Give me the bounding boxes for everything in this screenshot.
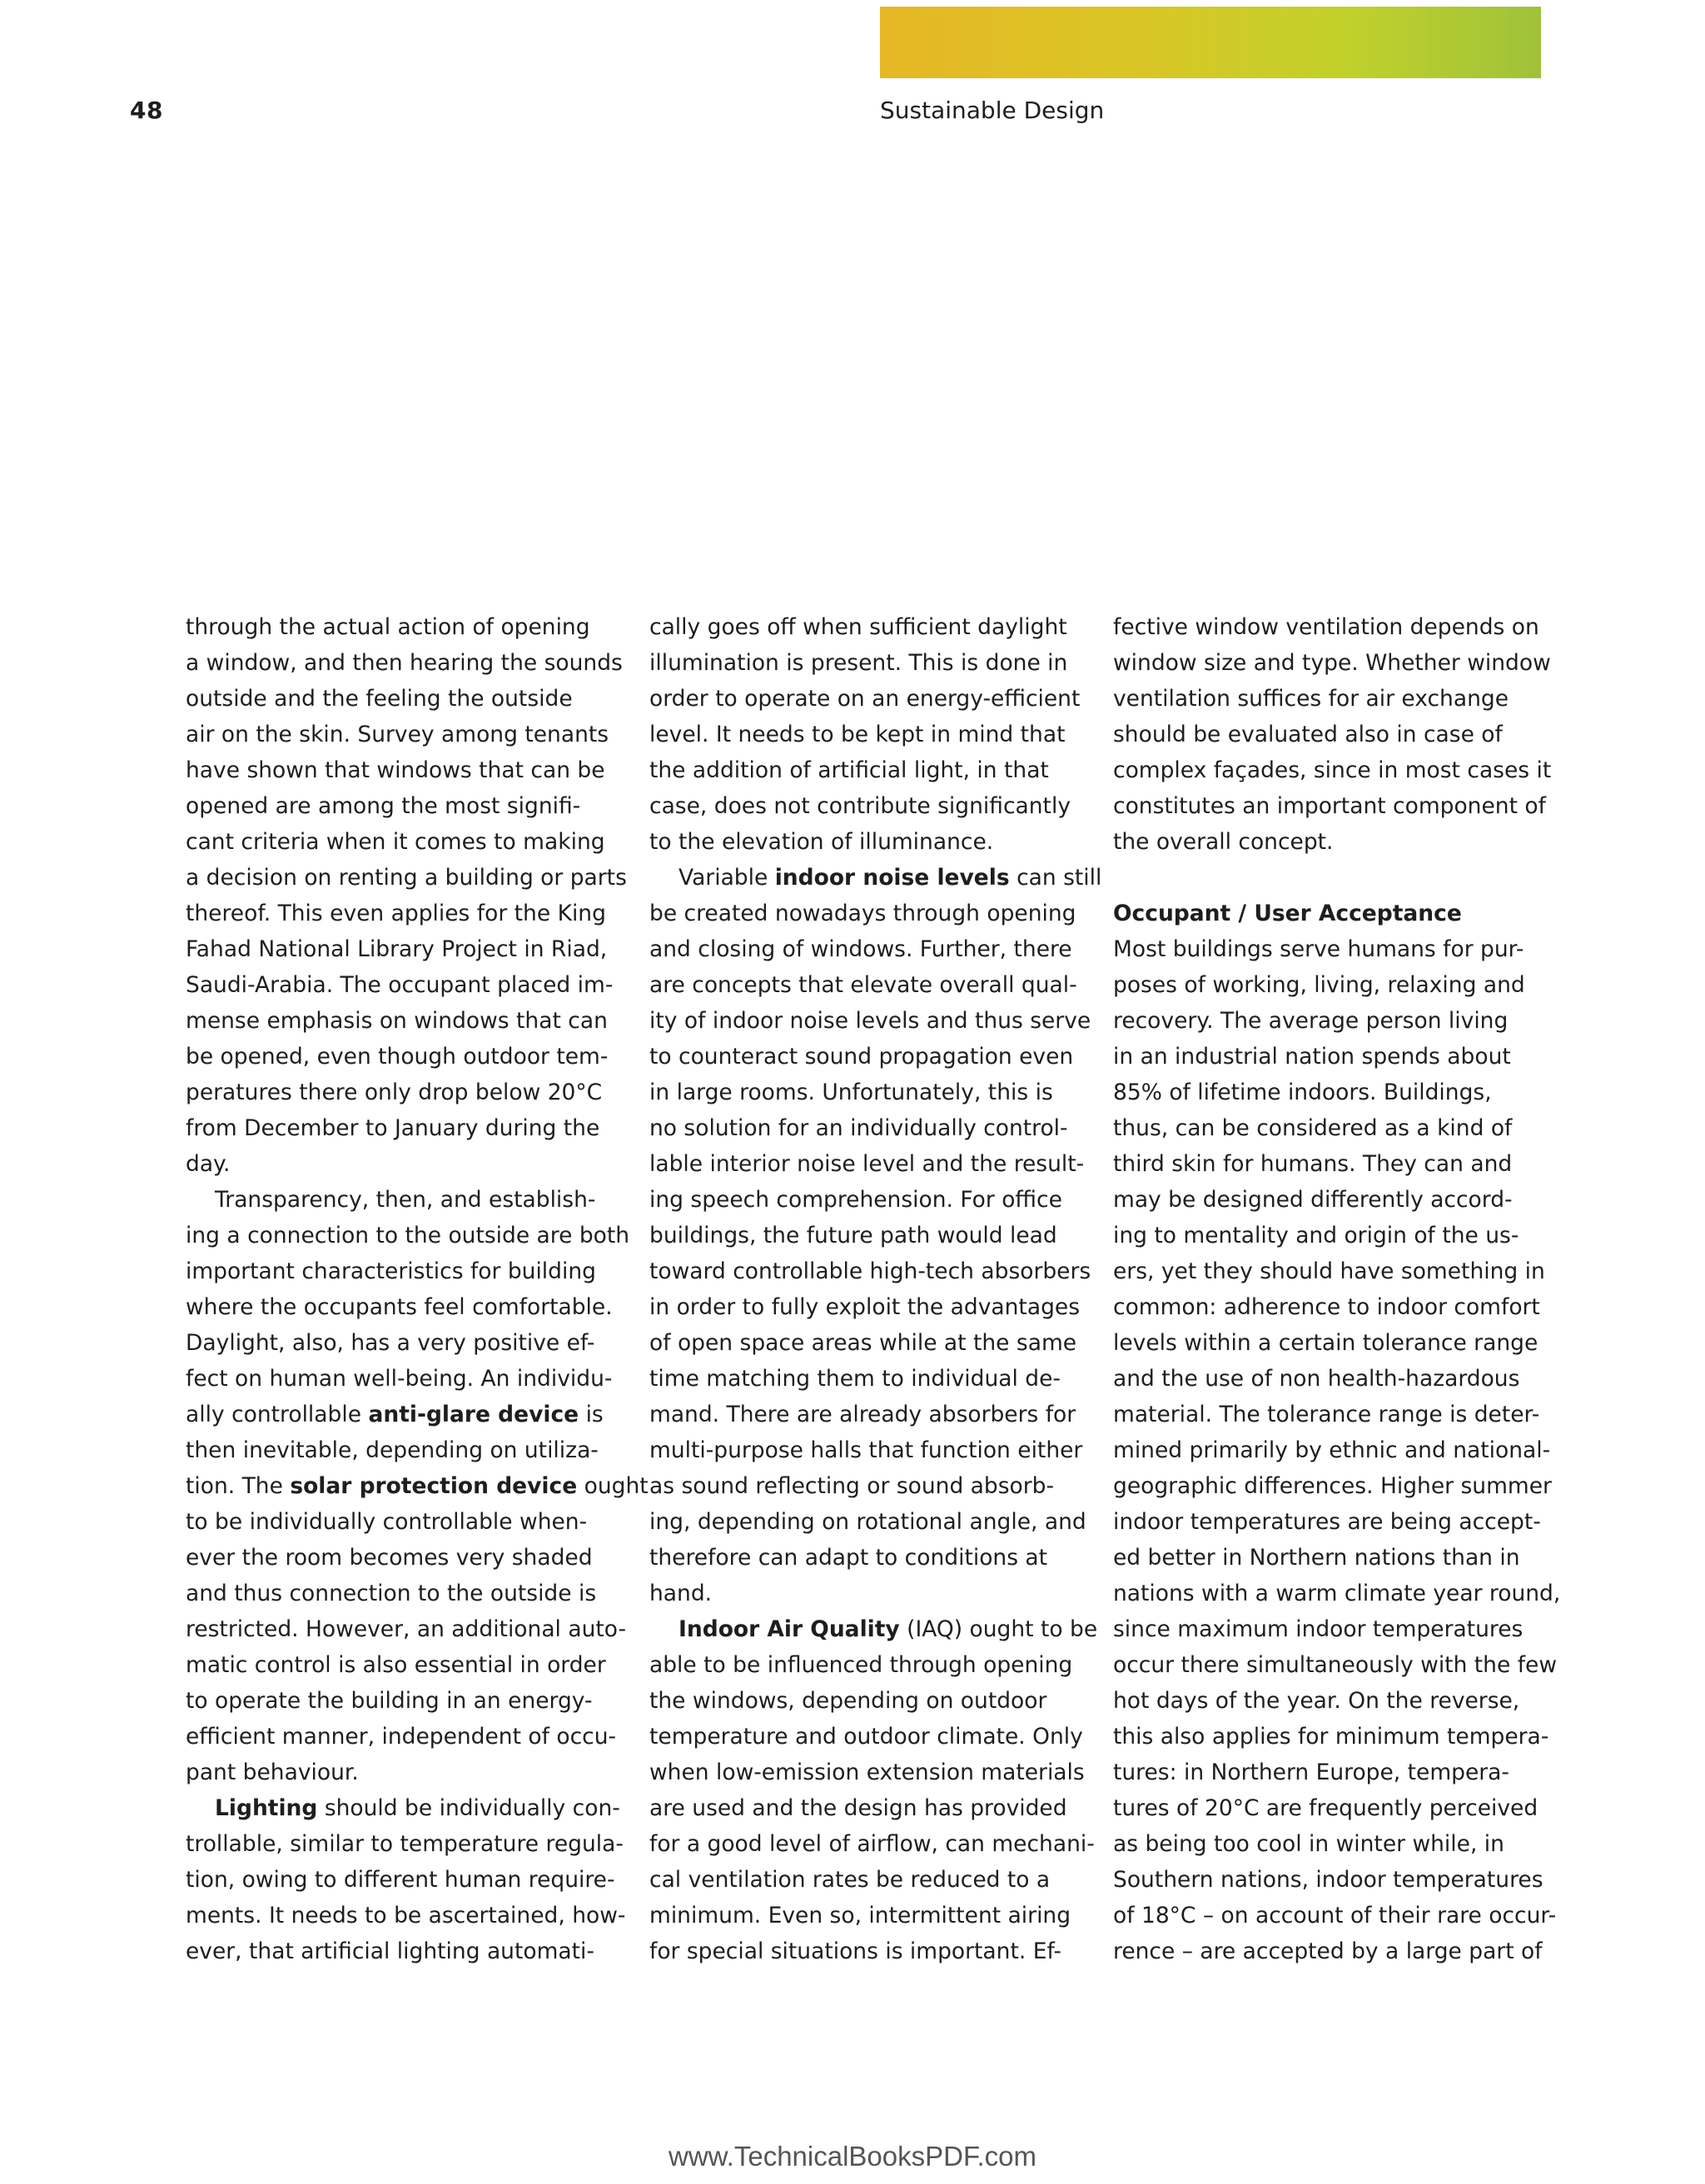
text-line: where the occupants feel comfortable.: [186, 1294, 613, 1320]
text-line: should be evaluated also in case of: [1113, 722, 1503, 747]
text-line: the windows, depending on outdoor: [649, 1688, 1047, 1714]
text-line: in order to fully exploit the advantages: [649, 1294, 1080, 1320]
text-line: cally goes off when sufficient daylight: [649, 614, 1067, 640]
text-line: minimum. Even so, intermittent airing: [649, 1903, 1071, 1928]
text-line: indoor temperatures are being accept-: [1113, 1509, 1541, 1535]
text-line: restricted. However, an additional auto-: [186, 1616, 627, 1642]
text-line: then inevitable, depending on utiliza-: [186, 1437, 599, 1463]
text-line: have shown that windows that can be: [186, 757, 605, 783]
text-line: tion, owing to different human require-: [186, 1867, 615, 1893]
text-line: and thus connection to the outside is: [186, 1581, 597, 1606]
text-line: ing, depending on rotational angle, and: [649, 1509, 1086, 1535]
text-line: be opened, even though outdoor tem-: [186, 1044, 609, 1070]
text-line: illumination is present. This is done in: [649, 650, 1068, 676]
text-line: a window, and then hearing the sounds: [186, 650, 623, 676]
text-line: lable interior noise level and the result-: [649, 1151, 1085, 1177]
text-column-2: [649, 609, 1102, 1969]
text-line: for special situations is important. Ef-: [649, 1938, 1061, 1964]
text-column-1: [186, 609, 649, 1969]
text-line: ers, yet they should have something in: [1113, 1258, 1545, 1284]
text-line: important characteristics for building: [186, 1258, 596, 1284]
text-line: fective window ventilation depends on: [1113, 614, 1539, 640]
text-line: day.: [186, 1151, 231, 1177]
text-line: be created nowadays through opening: [649, 901, 1076, 926]
text-line: complex façades, since in most cases it: [1113, 757, 1552, 783]
text-line: case, does not contribute significantly: [649, 793, 1071, 819]
text-line: and the use of non health-hazardous: [1113, 1366, 1520, 1392]
text-line: ed better in Northern nations than in: [1113, 1545, 1520, 1571]
text-line: levels within a certain tolerance range: [1113, 1330, 1538, 1356]
text-line: ever the room becomes very shaded: [186, 1545, 593, 1571]
text-line: the overall concept.: [1113, 829, 1334, 855]
text-line: are concepts that elevate overall qual-: [649, 972, 1077, 998]
footer-url: www.TechnicalBooksPDF.com: [669, 2141, 1036, 2172]
text-line: buildings, the future path would lead: [649, 1223, 1057, 1248]
running-head: Sustainable Design: [880, 97, 1105, 124]
text-line: may be designed differently accord-: [1113, 1187, 1513, 1213]
text-line: ing to mentality and origin of the us-: [1113, 1223, 1519, 1248]
text-line: of open space areas while at the same: [649, 1330, 1077, 1356]
section-heading: Occupant / User Acceptance: [1113, 901, 1462, 926]
bold-term: solar protection device: [290, 1473, 578, 1499]
text-line: trollable, similar to temperature regula-: [186, 1831, 624, 1857]
text-line: ments. It needs to be ascertained, how-: [186, 1903, 626, 1928]
text-line: time matching them to individual de-: [649, 1366, 1061, 1392]
text-line: Variable indoor noise levels can still: [679, 865, 1102, 891]
text-line: efficient manner, independent of occu-: [186, 1724, 617, 1750]
text-line: opened are among the most signifi-: [186, 793, 581, 819]
text-line: tures of 20°C are frequently perceived: [1113, 1795, 1538, 1821]
text-line: matic control is also essential in order: [186, 1652, 606, 1678]
text-line: peratures there only drop below 20°C: [186, 1080, 603, 1105]
text-line: ing speech comprehension. For office: [649, 1187, 1062, 1213]
text-line: ventilation suffices for air exchange: [1113, 686, 1509, 712]
page-number: 48: [130, 97, 163, 124]
text-line: when low-emission extension materials: [649, 1760, 1085, 1785]
text-line: nations with a warm climate year round,: [1113, 1581, 1561, 1606]
text-line: ever, that artificial lighting automati-: [186, 1938, 594, 1964]
text-line: the addition of artificial light, in that: [649, 757, 1049, 783]
text-line: Daylight, also, has a very positive ef-: [186, 1330, 595, 1356]
text-line: occur there simultaneously with the few: [1113, 1652, 1558, 1678]
text-line: no solution for an individually control-: [649, 1115, 1068, 1141]
bold-term: Indoor Air Quality: [679, 1616, 900, 1642]
text-line: since maximum indoor temperatures: [1113, 1616, 1524, 1642]
text-line: window size and type. Whether window: [1113, 650, 1551, 676]
text-line: mined primarily by ethnic and national-: [1113, 1437, 1551, 1463]
text-line: through the actual action of opening: [186, 614, 590, 640]
text-line: third skin for humans. They can and: [1113, 1151, 1513, 1177]
text-line: toward controllable high-tech absorbers: [649, 1258, 1091, 1284]
text-line: to the elevation of illuminance.: [649, 829, 994, 855]
text-line: as sound reflecting or sound absorb-: [649, 1473, 1055, 1499]
header-accent-bar: [880, 7, 1541, 78]
text-line: in large rooms. Unfortunately, this is: [649, 1080, 1053, 1105]
text-line: Lighting should be individually con-: [215, 1795, 620, 1821]
text-line: to counteract sound propagation even: [649, 1044, 1074, 1070]
text-line: are used and the design has provided: [649, 1795, 1067, 1821]
text-line: mense emphasis on windows that can: [186, 1008, 608, 1034]
text-line: multi-purpose halls that function either: [649, 1437, 1083, 1463]
text-line: 85% of lifetime indoors. Buildings,: [1113, 1080, 1492, 1105]
text-line: mand. There are already absorbers for: [649, 1402, 1076, 1427]
text-line: material. The tolerance range is deter-: [1113, 1402, 1540, 1427]
text-column-3: [1113, 609, 1563, 1969]
bold-term: indoor noise levels: [774, 865, 1010, 891]
text-line: Most buildings serve humans for pur-: [1113, 936, 1524, 962]
text-line: cal ventilation rates be reduced to a: [649, 1867, 1051, 1893]
text-line: Fahad National Library Project in Riad,: [186, 936, 608, 962]
text-line: Transparency, then, and establish-: [215, 1187, 596, 1213]
text-line: Indoor Air Quality (IAQ) ought to be: [679, 1616, 1098, 1642]
text-line: cant criteria when it comes to making: [186, 829, 605, 855]
text-line: poses of working, living, relaxing and: [1113, 972, 1525, 998]
text-line: of 18°C – on account of their rare occur-: [1113, 1903, 1557, 1928]
text-line: therefore can adapt to conditions at: [649, 1545, 1048, 1571]
text-line: common: adherence to indoor comfort: [1113, 1294, 1540, 1320]
text-line: hot days of the year. On the reverse,: [1113, 1688, 1520, 1714]
bold-term: anti-glare device: [368, 1402, 579, 1427]
text-line: thereof. This even applies for the King: [186, 901, 606, 926]
text-line: thus, can be considered as a kind of: [1113, 1115, 1513, 1141]
text-line: temperature and outdoor climate. Only: [649, 1724, 1083, 1750]
text-line: Saudi-Arabia. The occupant placed im-: [186, 972, 614, 998]
text-line: to be individually controllable when-: [186, 1509, 588, 1535]
text-line: order to operate on an energy-efficient: [649, 686, 1081, 712]
text-line: fect on human well-being. An individu-: [186, 1366, 613, 1392]
text-line: hand.: [649, 1581, 713, 1606]
text-line: and closing of windows. Further, there: [649, 936, 1072, 962]
text-line: ally controllable anti-glare device is: [186, 1402, 604, 1427]
text-line: air on the skin. Survey among tenants: [186, 722, 609, 747]
text-line: from December to January during the: [186, 1115, 600, 1141]
text-line: able to be influenced through opening: [649, 1652, 1073, 1678]
text-line: this also applies for minimum tempera-: [1113, 1724, 1549, 1750]
text-line: ity of indoor noise levels and thus serve: [649, 1008, 1091, 1034]
text-line: level. It needs to be kept in mind that: [649, 722, 1066, 747]
text-line: geographic differences. Higher summer: [1113, 1473, 1552, 1499]
bold-term: Lighting: [215, 1795, 318, 1821]
text-line: Southern nations, indoor temperatures: [1113, 1867, 1543, 1893]
text-line: ing a connection to the outside are both: [186, 1223, 630, 1248]
text-line: to operate the building in an energy-: [186, 1688, 593, 1714]
text-line: as being too cool in winter while, in: [1113, 1831, 1504, 1857]
text-line: constitutes an important component of: [1113, 793, 1546, 819]
text-line: pant behaviour.: [186, 1760, 359, 1785]
text-line: rence – are accepted by a large part of: [1113, 1938, 1543, 1964]
text-line: a decision on renting a building or parts: [186, 865, 627, 891]
text-line: recovery. The average person living: [1113, 1008, 1509, 1034]
text-line: tures: in Northern Europe, tempera-: [1113, 1760, 1509, 1785]
text-line: tion. The solar protection device ought: [186, 1473, 649, 1499]
text-line: for a good level of airflow, can mechani-: [649, 1831, 1095, 1857]
text-line: in an industrial nation spends about: [1113, 1044, 1511, 1070]
text-line: outside and the feeling the outside: [186, 686, 573, 712]
